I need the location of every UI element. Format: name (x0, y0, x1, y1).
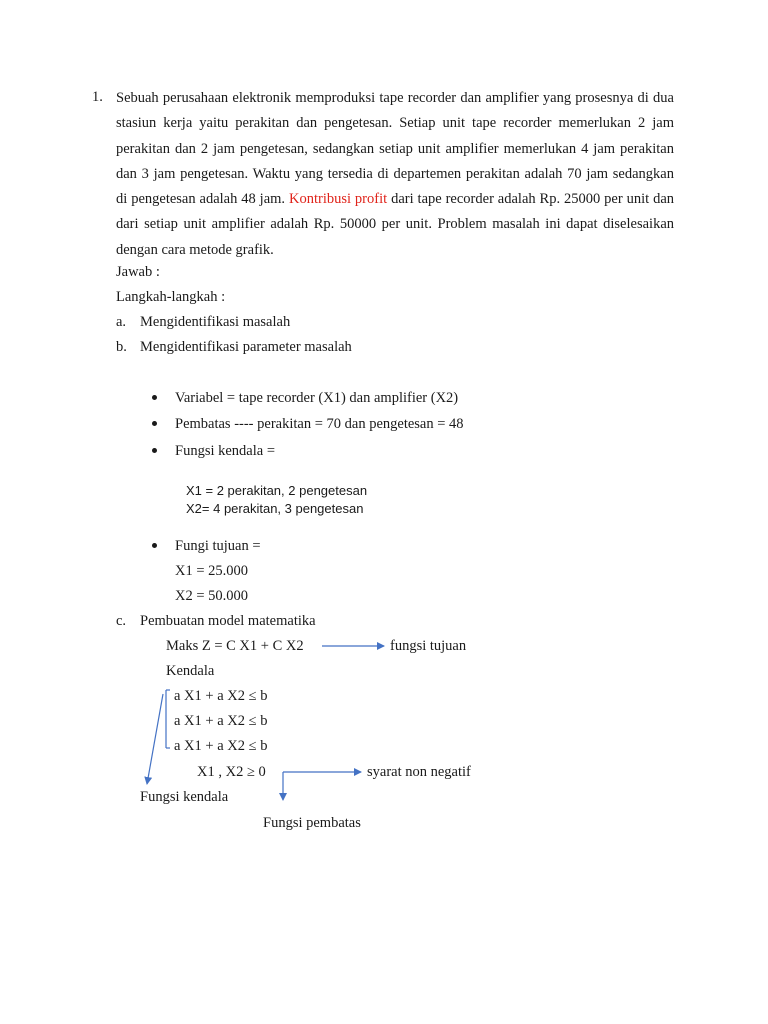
constraint-3: a X1 + a X2 ≤ b (174, 738, 268, 754)
constraint-2: a X1 + a X2 ≤ b (174, 713, 268, 729)
langkah-label: Langkah-langkah : (116, 289, 226, 305)
step-c-marker: c. (116, 613, 127, 629)
nonneg-constraint: X1 , X2 ≥ 0 (197, 764, 266, 780)
kendala-x2-line: X2= 4 perakitan, 3 pengetesan (186, 501, 364, 516)
problem-text-before: Sebuah perusahaan elektronik memproduksi tape recorder dan amplifier yang prosesnya di dua stasiun kerja yaitu perakitan dan pengetesan. Setiap unit tape recorder memerlukan 2 jam perakitan dan 2 jam pengetesan, sedangkan setiap unit amplifier memerlukan 4 jam perakitan dan 3 jam pengetesan. Waktu yang tersedia di departemen perakitan adalah 70 jam sedangkan di pengetesan adalah 48 jam. (116, 90, 674, 208)
step-c-text: Pembuatan model matematika (140, 613, 316, 629)
highlight-kontribusi-profit: Kontribusi profit (288, 191, 388, 208)
objective-function: Maks Z = C X1 + C X2 (166, 638, 304, 654)
constraint-1: a X1 + a X2 ≤ b (174, 688, 268, 704)
kendala-x1-line: X1 = 2 perakitan, 2 pengetesan (186, 483, 368, 498)
step-a-text: Mengidentifikasi masalah (140, 314, 291, 330)
bullet-fungsi-tujuan: Fungi tujuan = (175, 538, 261, 554)
step-a-marker: a. (116, 314, 127, 330)
bullet-pembatas: Pembatas ---- perakitan = 70 dan pengetesan = 48 (175, 416, 464, 432)
fungsi-tujuan-label: fungsi tujuan (390, 638, 467, 654)
tujuan-x1-value: X1 = 25.000 (175, 563, 249, 579)
problem-number: 1. (92, 89, 103, 105)
bullet-variabel: Variabel = tape recorder (X1) dan amplifier (X2) (175, 390, 459, 406)
jawab-label: Jawab : (116, 264, 160, 280)
bullet-fungsi-kendala: Fungsi kendala = (175, 443, 275, 459)
tujuan-x2-value: X2 = 50.000 (175, 588, 249, 604)
step-b-marker: b. (116, 339, 127, 355)
fungsi-kendala-label: Fungsi kendala (140, 789, 229, 805)
problem-text-after: dari tape recorder adalah Rp. 25000 per unit dan dari setiap unit amplifier adalah Rp. 50000 per unit. Problem masalah ini dapat diselesaikan dengan cara metode grafik. (116, 191, 675, 258)
step-b-text: Mengidentifikasi parameter masalah (140, 339, 352, 355)
syarat-non-negatif-label: syarat non negatif (367, 764, 471, 780)
fungsi-pembatas-label: Fungsi pembatas (263, 815, 361, 831)
kendala-label: Kendala (166, 663, 215, 679)
arrow-fungsi-kendala (147, 694, 163, 784)
